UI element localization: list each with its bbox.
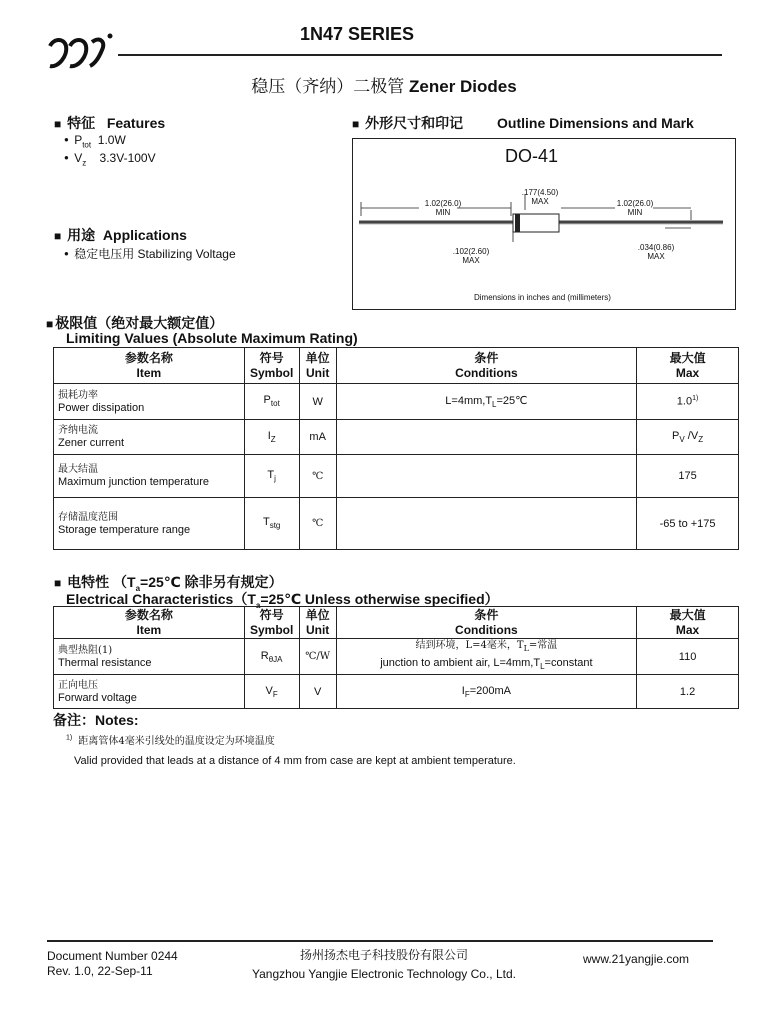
cell-max: [637, 420, 739, 455]
item-cn: 最大结温: [58, 464, 98, 475]
cell-symbol: [244, 639, 299, 675]
cell-symbol: [244, 420, 299, 455]
heading-sub: a: [255, 600, 261, 610]
heading-part: =25℃ Unless otherwise specified）: [260, 591, 499, 607]
features-heading: [54, 113, 165, 133]
cell-item: [54, 639, 245, 675]
cell-symbol: [244, 384, 299, 420]
max-tail: /V: [684, 429, 699, 442]
col-item: [54, 348, 245, 384]
col-unit: [299, 348, 336, 384]
cell-max: -65 to +175: [637, 498, 739, 550]
note-cn-text: 距离管体4毫米引线处的温度设定为环境温度: [78, 736, 275, 747]
cond-text: L=4mm,T: [445, 394, 493, 407]
document-number: Document Number 0244: [47, 949, 178, 963]
table-row: [54, 420, 739, 455]
dim-lead-right: [595, 199, 675, 217]
item-en: Thermal resistance: [58, 656, 152, 669]
col-label-en: Unit: [306, 365, 330, 380]
application-cn: 稳定电压用: [74, 247, 135, 261]
outline-heading-cn: 外形尺寸和印记: [365, 115, 464, 131]
col-label-cn: 条件: [474, 607, 499, 622]
footer-rule: [47, 940, 713, 942]
cond-tail: =25℃: [496, 394, 528, 407]
feature-symbol: V: [74, 151, 83, 165]
col-conditions: [336, 607, 637, 639]
feature-value: 1.0W: [97, 133, 126, 147]
cond-cn: [341, 639, 633, 656]
item-en: Maximum junction temperature: [58, 476, 210, 488]
dim-qualifier: MAX: [462, 256, 480, 265]
subtitle-en: Zener Diodes: [409, 77, 517, 96]
dim-lead-diameter: [626, 243, 686, 261]
feature-symbol-sub: tot: [82, 140, 92, 150]
symbol-sub: tot: [270, 399, 280, 409]
col-label-cn: 单位: [305, 350, 330, 365]
col-label-en: Max: [675, 365, 700, 380]
col-label-cn: 单位: [305, 607, 330, 622]
symbol-sub: Z: [270, 435, 276, 445]
table-row: [54, 639, 739, 675]
feature-symbol-sub: z: [82, 158, 87, 168]
dim-body-length: [505, 188, 575, 206]
cond-en-tail: =constant: [544, 657, 593, 669]
revision: Rev. 1.0, 22-Sep-11: [47, 964, 153, 978]
cond-cn-text: 结到环境，L=4毫米，T: [415, 640, 524, 651]
table-row: [54, 675, 739, 709]
dim-qualifier: MIN: [435, 208, 451, 217]
max-sub: V: [679, 435, 685, 445]
cell-item: [54, 420, 245, 455]
col-label-en: Symbol: [249, 622, 294, 637]
col-label-cn: 符号: [259, 607, 284, 622]
item-cn: 齐纳电流: [58, 425, 98, 436]
limiting-table: [53, 347, 739, 550]
feature-item: [64, 151, 156, 167]
package-name: DO-41: [505, 146, 559, 166]
col-label-cn: 条件: [474, 350, 499, 365]
cell-conditions: [336, 420, 636, 455]
cond-cn-sub: L: [523, 644, 529, 653]
cell-conditions: [336, 498, 636, 550]
features-heading-en: Features: [106, 115, 166, 131]
symbol-sub: F: [272, 689, 278, 699]
company-en: Yangzhou Yangjie Electronic Technology Co., Ltd.: [252, 967, 516, 981]
heading-sub: a: [135, 583, 141, 593]
max-tail-sub: Z: [698, 435, 704, 445]
dim-value: .102(2.60): [452, 247, 490, 256]
dimension-note: Dimensions in inches and (millimeters): [474, 293, 611, 302]
dim-qualifier: MAX: [647, 252, 665, 261]
applications-heading-en: Applications: [102, 227, 187, 243]
cell-max: 110: [637, 639, 739, 675]
item-cn: 损耗功率: [58, 389, 98, 401]
symbol: V: [265, 684, 273, 697]
electrical-table: [53, 606, 739, 709]
symbol: T: [262, 516, 270, 529]
item-en: Storage temperature range: [58, 523, 191, 536]
table-row: [54, 384, 739, 420]
cell-conditions: [336, 639, 637, 675]
cell-unit: V: [299, 675, 336, 709]
table-row: [54, 455, 739, 498]
notes-heading: 备注：Notes:: [53, 712, 139, 728]
cell-unit: mA: [299, 420, 336, 455]
table-header-row: [54, 607, 739, 639]
item-en: Zener current: [58, 437, 125, 449]
application-item: [64, 245, 236, 262]
cond-en-sub: F: [464, 689, 470, 699]
applications-heading-cn: 用途: [67, 227, 96, 243]
item-cn: 存储温度范围: [58, 511, 118, 523]
cell-item: [54, 455, 245, 498]
note-en: Valid provided that leads at a distance of 4 mm from case are kept at ambient temperature.: [74, 755, 516, 767]
max-value: 1.0: [676, 395, 693, 408]
col-label-en: Max: [675, 622, 700, 637]
heading-part: 电特性 （T: [67, 574, 136, 590]
symbol: P: [263, 394, 271, 407]
col-label-cn: 参数名称: [124, 350, 173, 365]
col-symbol: [244, 348, 299, 384]
dim-qualifier: MAX: [531, 197, 549, 206]
col-item: [54, 607, 245, 639]
table-row: [54, 498, 739, 550]
cell-conditions: [336, 675, 637, 709]
document-subtitle: [0, 72, 768, 97]
symbol-sub: θJA: [268, 654, 283, 664]
application-en: Stabilizing Voltage: [137, 247, 236, 261]
feature-item: [64, 133, 126, 149]
symbol-sub: j: [274, 474, 276, 484]
dim-value: .177(4.50): [521, 188, 559, 197]
item-en: Forward voltage: [58, 691, 137, 704]
col-label-en: Conditions: [455, 365, 518, 380]
cond-en-sub: L: [540, 662, 545, 672]
document-title: 1N47 SERIES: [300, 24, 415, 44]
cell-conditions: [336, 384, 636, 420]
symbol: T: [267, 468, 275, 481]
heading-part: Electrical Characteristics（T: [66, 591, 256, 607]
heading-part: =25℃ 除非另有规定）: [140, 574, 283, 590]
item-cn: 正向电压: [58, 679, 98, 691]
cell-item: [54, 675, 245, 709]
cond-en-text: junction to ambient air, L=4mm,T: [380, 657, 541, 669]
max-value: P: [672, 429, 680, 442]
cell-item: [54, 384, 245, 420]
outline-heading-en: Outline Dimensions and Mark: [497, 115, 694, 131]
col-label-en: Symbol: [250, 365, 294, 380]
subtitle-cn: 稳压（齐纳）二极管: [251, 77, 405, 97]
outline-heading: [352, 113, 694, 133]
cond-sub: L: [492, 400, 497, 410]
website-link[interactable]: www.21yangjie.com: [583, 952, 690, 966]
dim-value: .034(0.86): [637, 243, 675, 252]
col-unit: [299, 607, 336, 639]
col-max: [637, 348, 739, 384]
cell-max: [637, 384, 739, 420]
cond-cn-tail: =常温: [528, 640, 558, 651]
dim-lead-left: [403, 199, 483, 217]
cell-max: 1.2: [637, 675, 739, 709]
limiting-heading-cn: ■ 极限值（绝对最大额定值）: [46, 313, 223, 333]
cell-symbol: [244, 675, 299, 709]
cell-item: [54, 498, 245, 550]
cond-en-tail: =200mA: [469, 684, 511, 697]
col-symbol: [244, 607, 299, 639]
company-cn: 扬州扬杰电子科技股份有限公司: [299, 948, 468, 962]
feature-value: 3.3V-100V: [99, 151, 156, 165]
cell-max: 175: [637, 455, 739, 498]
symbol-sub: stg: [269, 521, 281, 531]
col-label-en: Item: [136, 365, 162, 380]
cond-en: [341, 656, 633, 674]
cell-conditions: [336, 455, 636, 498]
col-label-en: Item: [136, 622, 162, 637]
cell-unit: W: [299, 384, 336, 420]
cell-unit: ℃: [299, 498, 336, 550]
limiting-heading-en: Limiting Values (Absolute Maximum Rating): [66, 330, 358, 346]
col-label-en: Unit: [305, 622, 330, 637]
dim-value: 1.02(26.0): [616, 199, 654, 208]
table-header-row: [54, 348, 739, 384]
cell-unit: ℃/W: [299, 639, 336, 675]
note-marker: 1): [66, 734, 73, 742]
footnote-ref: 1): [692, 395, 699, 403]
applications-heading: [54, 225, 187, 245]
col-conditions: [336, 348, 636, 384]
col-label-cn: 最大值: [669, 607, 706, 622]
col-label-cn: 参数名称: [124, 607, 173, 622]
header-rule: [118, 54, 722, 56]
cell-unit: ℃: [299, 455, 336, 498]
dim-value: 1.02(26.0): [424, 199, 462, 208]
symbol: R: [260, 649, 269, 662]
dim-body-diameter: [441, 247, 501, 265]
company-logo: [44, 28, 118, 72]
col-label-cn: 符号: [259, 350, 284, 365]
cell-symbol: [244, 455, 299, 498]
col-label-cn: 最大值: [669, 350, 706, 365]
note-cn: [66, 732, 275, 747]
item-en: Power dissipation: [58, 401, 145, 414]
symbol: I: [267, 429, 271, 442]
col-max: [637, 607, 739, 639]
features-heading-cn: 特征: [67, 115, 96, 131]
cond-en-text: I: [461, 684, 465, 697]
feature-symbol: P: [74, 133, 83, 147]
item-cn: 典型热阻(1): [58, 644, 113, 656]
col-label-en: Conditions: [455, 622, 518, 637]
dim-qualifier: MIN: [627, 208, 643, 217]
cell-symbol: [244, 498, 299, 550]
